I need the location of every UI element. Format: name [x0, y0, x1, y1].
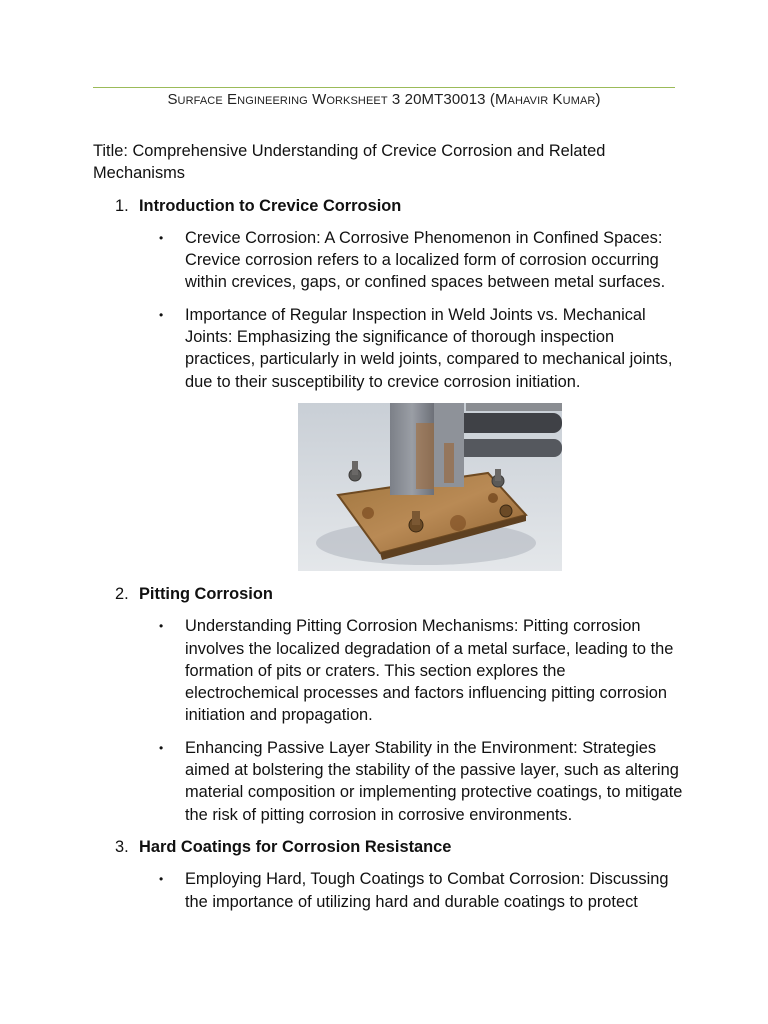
bullet-icon: •: [159, 872, 164, 887]
document-body: [93, 140, 683, 923]
bullet-text: Enhancing Passive Layer Stability in the Environment: Strategies aimed at bolstering the stability of the passive layer, such as altering material composition or implementing protective coatings, to mitigate the risk of pitting corrosion in corrosive environments.: [185, 738, 683, 824]
page-header: Surface Engineering Worksheet 3 20MT30013 (Mahavir Kumar): [167, 91, 601, 108]
corrosion-photo: [298, 403, 562, 571]
section-title: Hard Coatings for Corrosion Resistance: [139, 837, 452, 856]
header-rule: [93, 87, 675, 88]
bullet-icon: •: [159, 307, 164, 322]
corroded-column-base-image: [298, 403, 562, 571]
section-number: 2.: [115, 584, 129, 603]
bullet-icon: •: [159, 740, 164, 755]
bullet-text: Employing Hard, Tough Coatings to Combat Corrosion: Discussing the importance of utilizing hard and durable coatings to protect: [185, 870, 669, 911]
bullet-icon: •: [159, 230, 164, 245]
list-item: [93, 304, 683, 393]
section-1: [93, 195, 683, 571]
section-2: [93, 583, 683, 826]
list-item: [93, 737, 683, 826]
list-item: [93, 615, 683, 726]
section-heading: [93, 583, 683, 605]
bullet-text: Crevice Corrosion: A Corrosive Phenomenon in Confined Spaces: Crevice corrosion refers to a localized form of corrosion occurring within crevices, gaps, or confined spaces between metal surfaces.: [185, 228, 666, 292]
bullet-text: Importance of Regular Inspection in Weld Joints vs. Mechanical Joints: Emphasizing the significance of thorough inspection practices, particularly in weld joints, compared to mechanical joints, due to their susceptibility to crevice corrosion initiation.: [185, 305, 673, 391]
section-heading: [93, 836, 683, 858]
list-item: [93, 227, 683, 294]
section-3: [93, 836, 683, 913]
list-item: [93, 868, 683, 913]
bullet-text: Understanding Pitting Corrosion Mechanisms: Pitting corrosion involves the localized degradation of a metal surface, leading to the formation of pits or craters. This section explores the electrochemical processes and factors influencing pitting corrosion initiation and propagation.: [185, 617, 674, 725]
section-number: 3.: [115, 837, 129, 856]
section-title: Introduction to Crevice Corrosion: [139, 196, 402, 215]
document-title: Title: Comprehensive Understanding of Crevice Corrosion and Related Mechanisms: [93, 142, 606, 183]
bullet-list: [93, 615, 683, 826]
section-title: Pitting Corrosion: [139, 584, 273, 603]
bullet-list: [93, 227, 683, 393]
section-number: 1.: [115, 196, 129, 215]
bullet-icon: •: [159, 619, 164, 634]
bullet-list: [93, 868, 683, 913]
section-heading: [93, 195, 683, 217]
